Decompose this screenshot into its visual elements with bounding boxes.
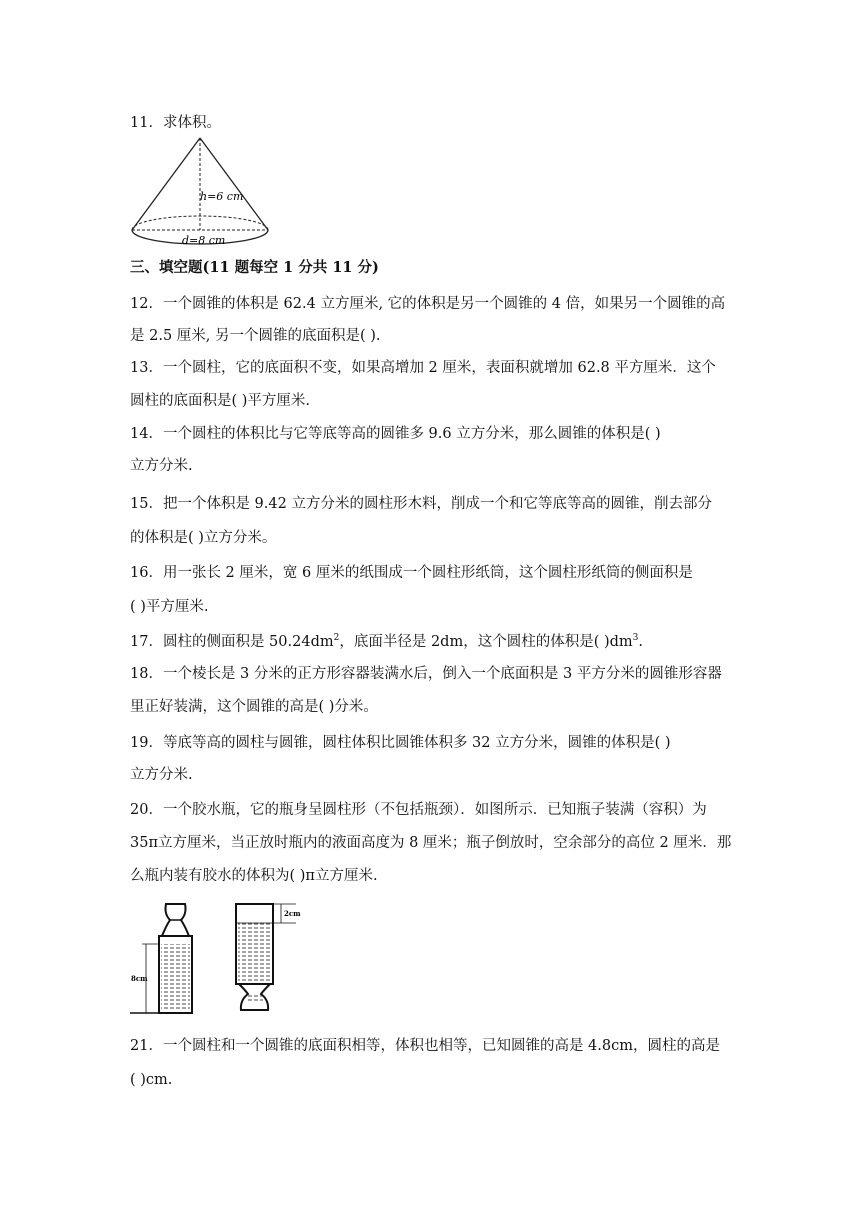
question-17-prefix: 17．圆柱的侧面积是 50.24dm xyxy=(130,634,334,650)
question-20-line-2: 35π立方厘米，当正放时瓶内的液面高度为 8 厘米；瓶子倒放时，空余部分的高位 2 厘米．那 xyxy=(130,835,732,851)
question-18-line-2: 里正好装满，这个圆锥的高是( )分米。 xyxy=(130,699,378,715)
question-14-line-1: 14．一个圆柱的体积比与它等底等高的圆锥多 9.6 立方分米，那么圆锥的体积是( ) xyxy=(130,426,661,442)
question-17-suffix: . xyxy=(638,634,644,650)
inverted-gap-label: 2cm xyxy=(284,909,301,918)
question-12-line-1: 12．一个圆锥的体积是 62.4 立方厘米, 它的体积是另一个圆锥的 4 倍，如果另一个圆锥的高 xyxy=(130,296,726,312)
question-18-line-1: 18．一个棱长是 3 分米的正方形容器装满水后，倒入一个底面积是 3 平方分米的圆锥形容器 xyxy=(130,666,722,682)
question-20-line-1: 20．一个胶水瓶，它的瓶身呈圆柱形（不包括瓶颈）．如图所示．已知瓶子装满（容积）为 xyxy=(130,802,707,818)
question-19-line-2: 立方分米. xyxy=(130,767,193,783)
question-13-line-2: 圆柱的底面积是( )平方厘米. xyxy=(130,393,311,409)
question-17 xyxy=(130,632,643,652)
question-12-line-2: 是 2.5 厘米, 另一个圆锥的底面积是( ). xyxy=(130,328,381,344)
question-17-sup-1: 2 xyxy=(333,633,340,644)
upright-bottle xyxy=(130,904,192,1013)
inverted-bottle xyxy=(236,904,301,1010)
glue-bottle-figure xyxy=(128,898,308,1023)
question-20-line-3: 么瓶内装有胶水的体积为( )π立方厘米. xyxy=(130,868,378,884)
question-14-line-2: 立方分米. xyxy=(130,458,193,474)
question-17-middle: ，底面半径是 2dm，这个圆柱的体积是( )dm xyxy=(339,634,633,650)
cone-diameter-label: d=8 cm xyxy=(182,234,226,247)
question-17-sup-2: 3 xyxy=(632,633,639,644)
cone-height-label: h=6 cm xyxy=(200,190,244,203)
question-15-line-2: 的体积是( )立方分米。 xyxy=(130,530,277,546)
question-21-line-1: 21．一个圆柱和一个圆锥的底面积相等，体积也相等，已知圆锥的高是 4.8cm，圆柱的高是 xyxy=(130,1038,720,1054)
upright-height-label: 8cm xyxy=(131,974,148,983)
question-16-line-1: 16．用一张长 2 厘米，宽 6 厘米的纸围成一个圆柱形纸筒，这个圆柱形纸筒的侧面积是 xyxy=(130,565,693,581)
question-21-line-2: ( )cm. xyxy=(130,1072,173,1088)
question-19-line-1: 19．等底等高的圆柱与圆锥，圆柱体积比圆锥体积多 32 立方分米，圆锥的体积是( ) xyxy=(130,735,671,751)
question-16-line-2: ( )平方厘米. xyxy=(130,599,209,615)
section-title: 三、填空题(11 题每空 1 分共 11 分) xyxy=(130,259,379,276)
question-13-line-1: 13．一个圆柱，它的底面积不变，如果高增加 2 厘米，表面积就增加 62.8 平方厘米．这个 xyxy=(130,360,716,376)
question-11: 11．求体积。 xyxy=(130,115,221,131)
question-15-line-1: 15．把一个体积是 9.42 立方分米的圆柱形木料，削成一个和它等底等高的圆锥，削去部分 xyxy=(130,496,712,512)
cone-figure xyxy=(128,134,278,249)
